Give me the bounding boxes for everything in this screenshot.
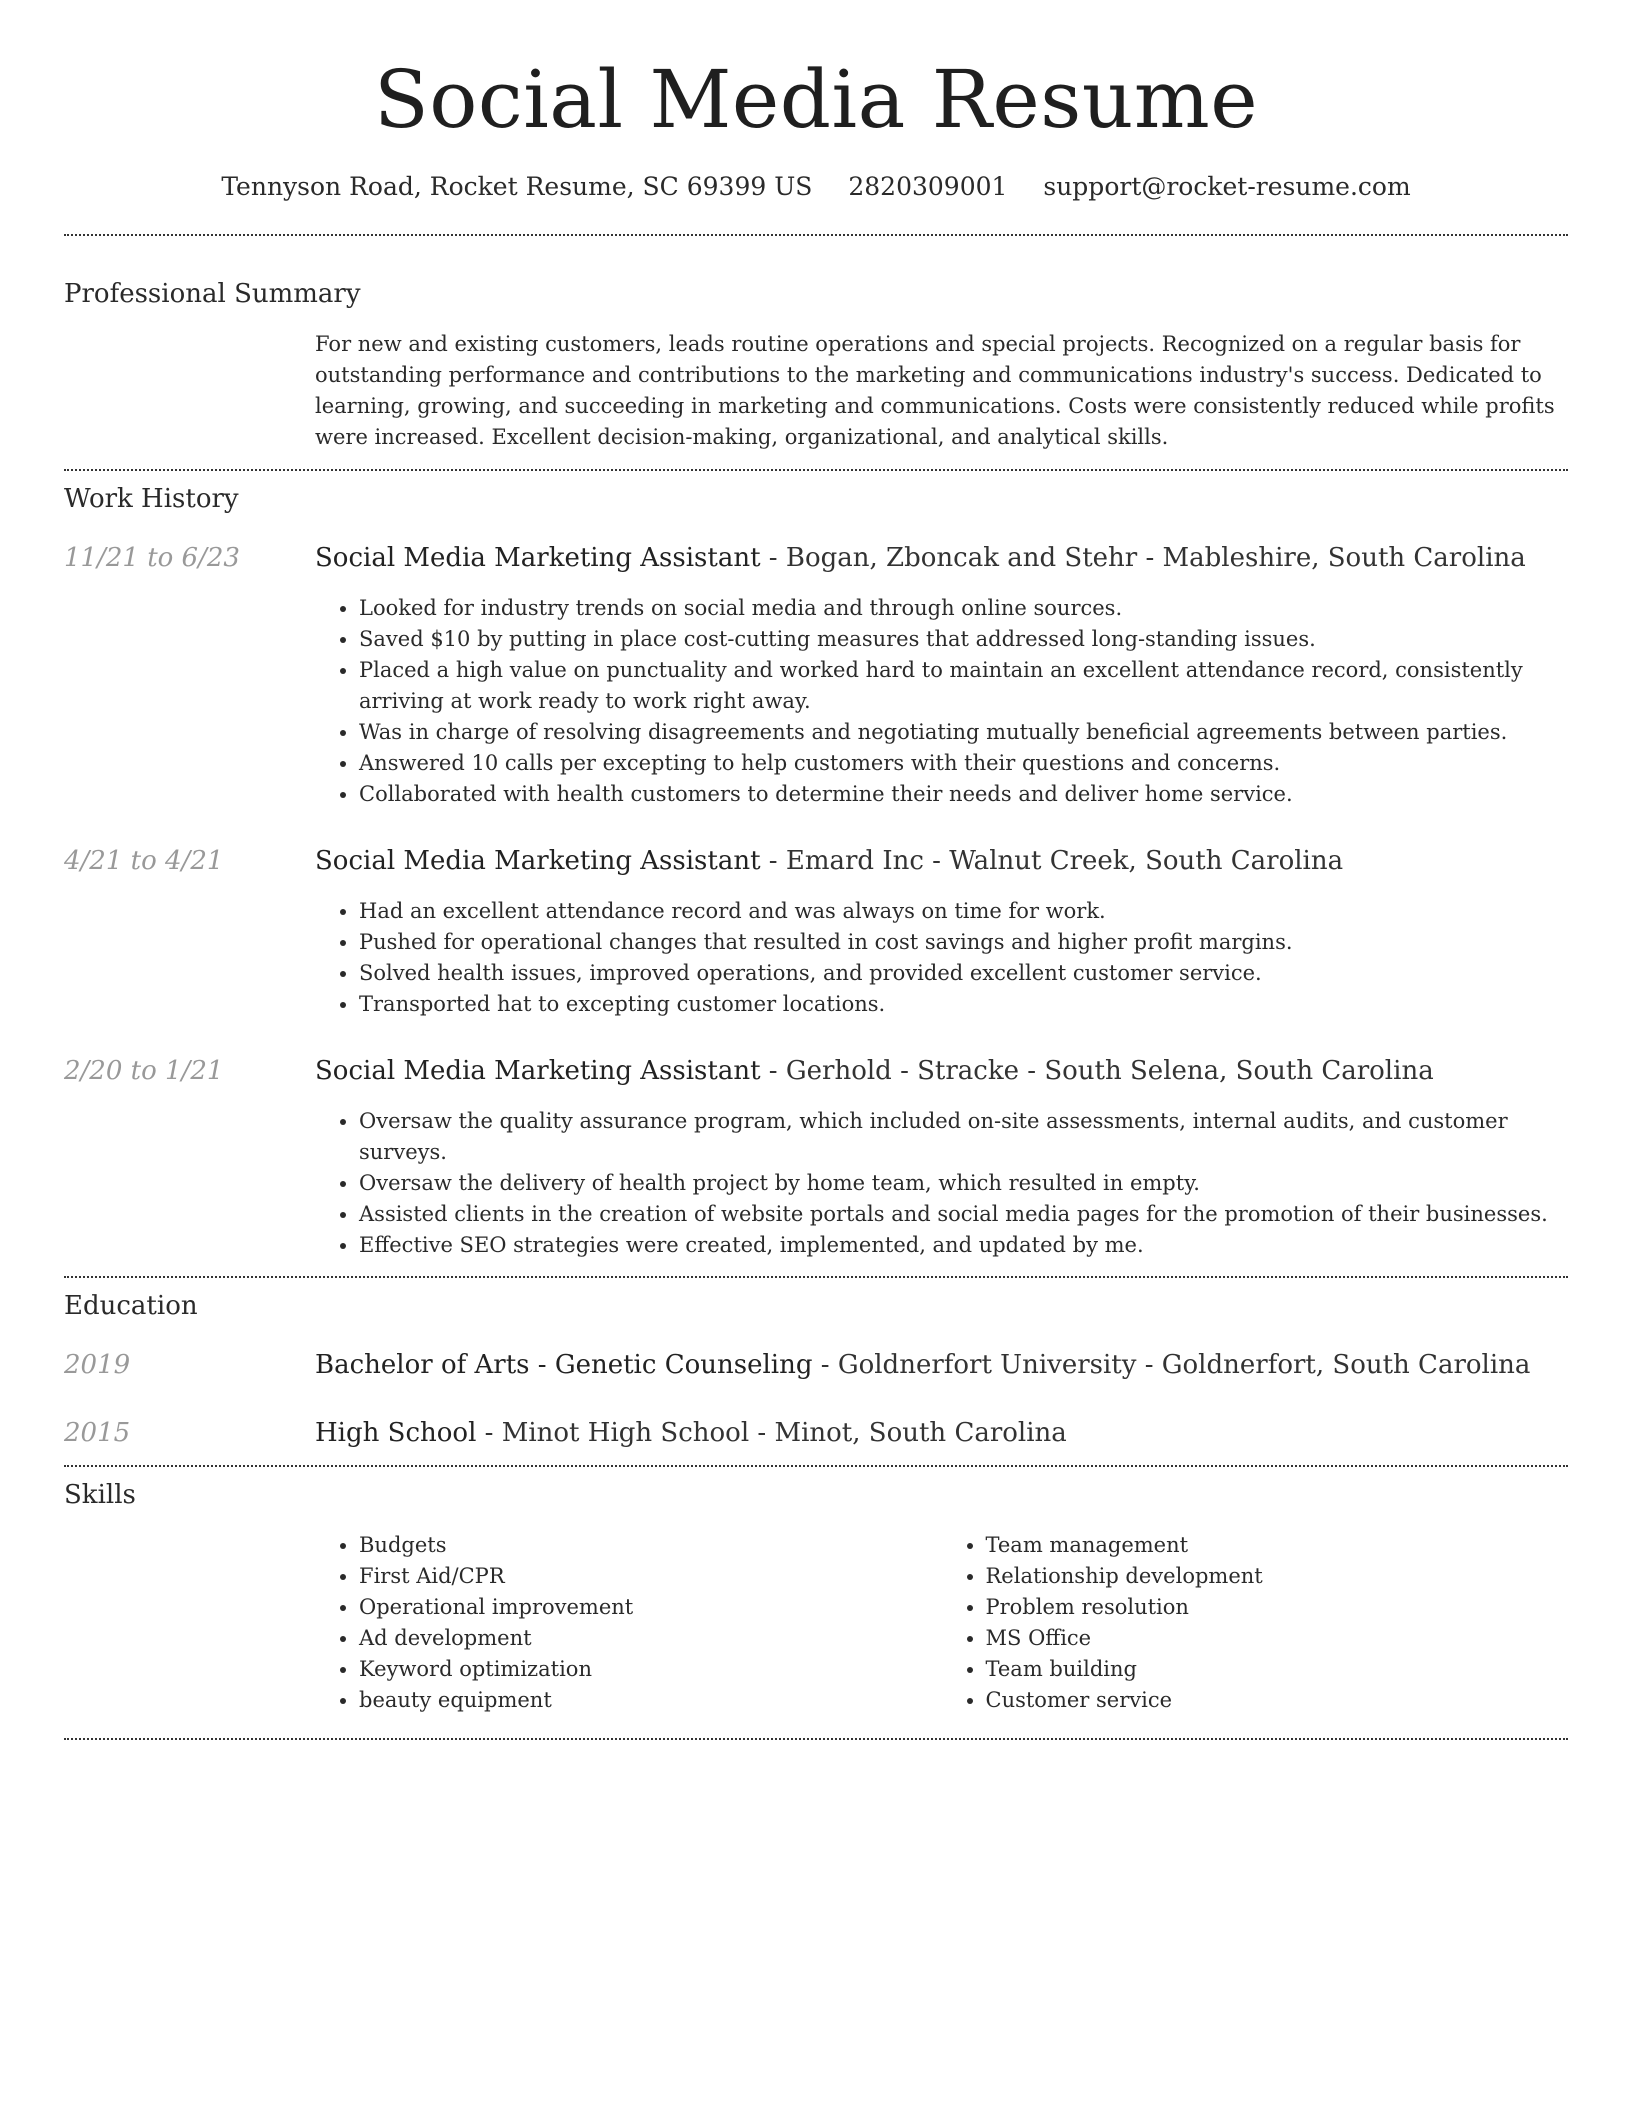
job-heading: Social Media Marketing Assistant - Emard Inc - Walnut Creek, South Carolina (315, 846, 1344, 876)
list-item: • Effective SEO strategies were created, implemented, and updated by me. (359, 1230, 1568, 1261)
skills-columns (315, 1530, 1568, 1716)
skills-section (64, 1478, 1568, 1716)
list-item: • Operational improvement (359, 1592, 942, 1623)
job-bullets (315, 896, 1568, 1020)
list-item: • Team management (986, 1530, 1569, 1561)
job-bullets (315, 593, 1568, 810)
education-school: Minot High School - Minot, South Carolina (501, 1418, 1067, 1448)
skills-title: Skills (64, 1480, 136, 1510)
job-entry (64, 541, 1568, 810)
list-item: • Solved health issues, improved operations, and provided excellent customer service. (359, 958, 1568, 989)
job-entry (64, 844, 1568, 1020)
education-heading: Bachelor of Arts - Genetic Counseling - Goldnerfort University - Goldnerfort, South Carolina (315, 1350, 1531, 1380)
list-item: • Looked for industry trends on social media and through online sources. (359, 593, 1568, 624)
divider-education (64, 1465, 1568, 1467)
skills-list-right (942, 1530, 1569, 1716)
job-dates: 11/21 to 6/23 (64, 543, 240, 573)
job-bullets (315, 1106, 1568, 1261)
divider-header (64, 234, 1568, 236)
list-item: • Team building (986, 1654, 1569, 1685)
education-year: 2015 (64, 1418, 131, 1448)
education-entry (64, 1416, 1568, 1450)
divider-work (64, 1276, 1568, 1278)
divider-skills (64, 1738, 1568, 1740)
list-item: • Had an excellent attendance record and was always on time for work. (359, 896, 1568, 927)
education-entry (64, 1348, 1568, 1382)
list-item: • Oversaw the delivery of health project by home team, which resulted in empty. (359, 1168, 1568, 1199)
contact-email: support@rocket-resume.com (1043, 172, 1411, 201)
summary-title: Professional Summary (64, 279, 361, 309)
list-item: • Ad development (359, 1623, 942, 1654)
job-dates: 4/21 to 4/21 (64, 846, 224, 876)
job-company: Emard Inc - Walnut Creek, South Carolina (785, 846, 1344, 876)
contact-line (64, 170, 1568, 204)
education-title: Education (64, 1291, 198, 1321)
list-item: • Budgets (359, 1530, 942, 1561)
list-item: • Keyword optimization (359, 1654, 942, 1685)
list-item: • Problem resolution (986, 1592, 1569, 1623)
list-item: • First Aid/CPR (359, 1561, 942, 1592)
list-item: • beauty equipment (359, 1685, 942, 1716)
list-item: • Relationship development (986, 1561, 1569, 1592)
contact-address: Tennyson Road, Rocket Resume, SC 69399 US (221, 172, 813, 201)
education-heading: High School - Minot High School - Minot, South Carolina (315, 1418, 1067, 1448)
summary-section (64, 277, 1568, 453)
education-school: Goldnerfort University - Goldnerfort, South Carolina (837, 1350, 1531, 1380)
job-heading: Social Media Marketing Assistant - Gerhold - Stracke - South Selena, South Carolina (315, 1056, 1434, 1086)
education-degree: Bachelor of Arts - Genetic Counseling (315, 1350, 813, 1380)
skills-list-left (315, 1530, 942, 1716)
job-company: Gerhold - Stracke - South Selena, South Carolina (785, 1056, 1434, 1086)
list-item: • Pushed for operational changes that resulted in cost savings and higher profit margins. (359, 927, 1568, 958)
job-company: Bogan, Zboncak and Stehr - Mableshire, South Carolina (785, 543, 1526, 573)
divider-summary (64, 469, 1568, 471)
list-item: • Placed a high value on punctuality and worked hard to maintain an excellent attendance record, consistently arriving at work ready to work right away. (359, 655, 1568, 717)
list-item: • Assisted clients in the creation of website portals and social media pages for the promotion of their businesses. (359, 1199, 1568, 1230)
job-content (315, 1054, 1568, 1261)
job-role: Social Media Marketing Assistant (315, 1056, 761, 1086)
contact-phone: 2820309001 (848, 172, 1008, 201)
job-dates: 2/20 to 1/21 (64, 1056, 224, 1086)
list-item: • Saved $10 by putting in place cost-cutting measures that addressed long-standing issues. (359, 624, 1568, 655)
resume-name: Social Media Resume (373, 53, 1259, 146)
job-heading: Social Media Marketing Assistant - Bogan, Zboncak and Stehr - Mableshire, South Carolina (315, 543, 1526, 573)
list-item: • Customer service (986, 1685, 1569, 1716)
work-section (64, 482, 1568, 1261)
job-content (315, 844, 1568, 1020)
list-item: • Transported hat to excepting customer locations. (359, 989, 1568, 1020)
work-title: Work History (64, 484, 239, 514)
job-role: Social Media Marketing Assistant (315, 846, 761, 876)
list-item: • Oversaw the quality assurance program, which included on-site assessments, internal audits, and customer surveys. (359, 1106, 1568, 1168)
list-item: • Answered 10 calls per excepting to help customers with their questions and concerns. (359, 748, 1568, 779)
list-item: • Collaborated with health customers to determine their needs and deliver home service. (359, 779, 1568, 810)
job-entry (64, 1054, 1568, 1261)
list-item: • Was in charge of resolving disagreements and negotiating mutually beneficial agreements between parties. (359, 717, 1568, 748)
education-section (64, 1289, 1568, 1450)
job-role: Social Media Marketing Assistant (315, 543, 761, 573)
summary-text: For new and existing customers, leads routine operations and special projects. Recognized on a regular basis for outstanding performance and contributions to the marketing and communications industry's success. Dedicated to learning, growing, and succeeding in marketing and communications. Costs were consistently reduced while profits were increased. Excellent decision-making, organizational, and analytical skills. (315, 332, 1555, 449)
job-content (315, 541, 1568, 810)
education-year: 2019 (64, 1350, 131, 1380)
resume-header (64, 0, 1568, 204)
education-degree: High School (315, 1418, 477, 1448)
list-item: • MS Office (986, 1623, 1569, 1654)
